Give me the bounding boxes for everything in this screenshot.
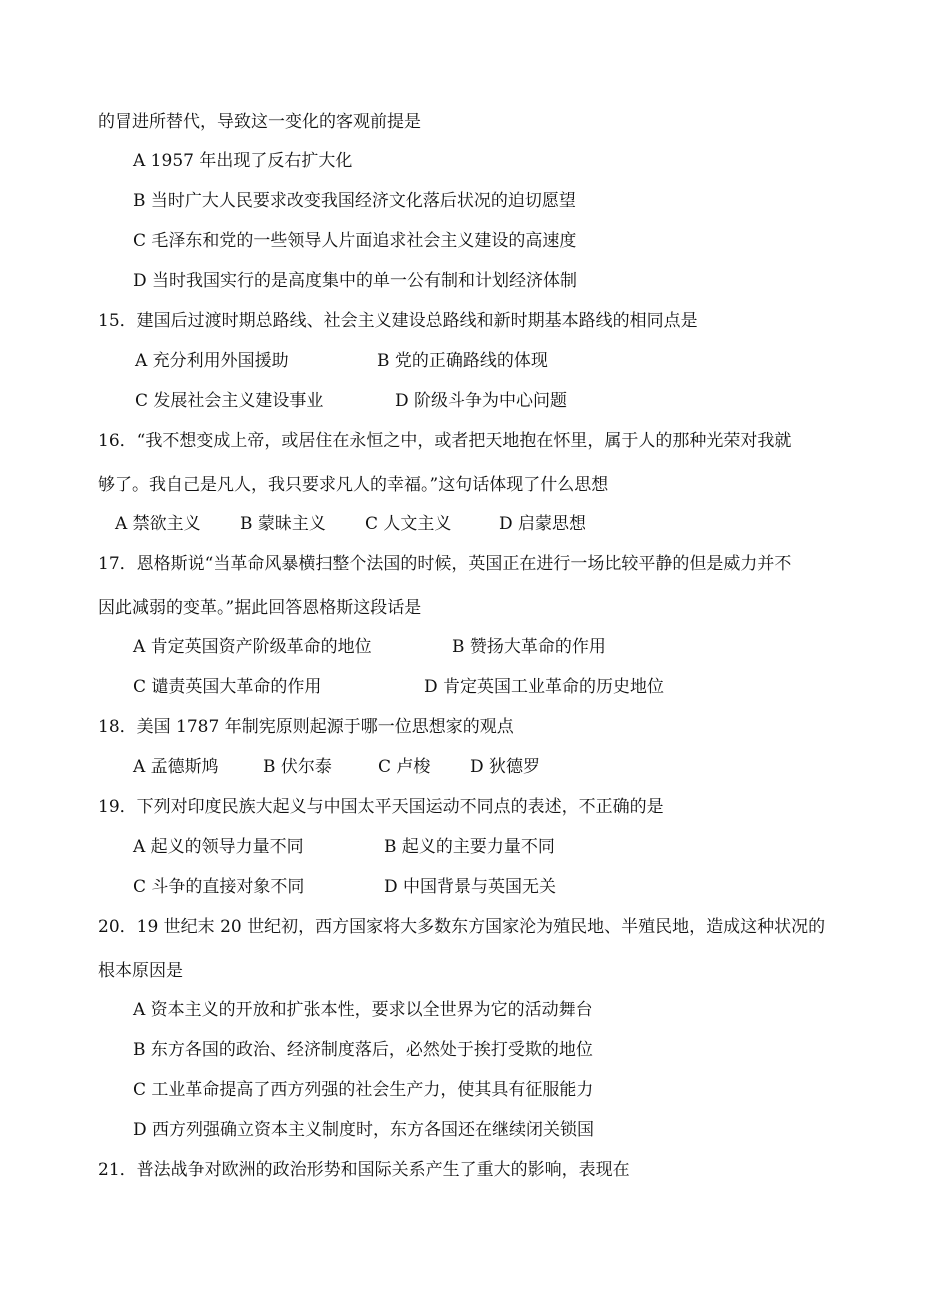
q19-stem: 19．下列对印度民族大起义与中国太平天国运动不同点的表述，不正确的是 — [98, 797, 664, 817]
q16-option-a: A 禁欲主义 — [115, 514, 201, 534]
q14-option-b: B 当时广大人民要求改变我国经济文化落后状况的迫切愿望 — [133, 191, 576, 211]
q14-continuation: 的冒进所替代，导致这一变化的客观前提是 — [98, 112, 421, 132]
q15-option-d: D 阶级斗争为中心问题 — [395, 391, 568, 411]
q20-option-d: D 西方列强确立资本主义制度时，东方各国还在继续闭关锁国 — [133, 1120, 595, 1140]
q19-option-b: B 起义的主要力量不同 — [384, 837, 555, 857]
q16-option-b: B 蒙昧主义 — [240, 514, 326, 534]
q17-stem-line1: 17．恩格斯说“当革命风暴横扫整个法国的时候，英国正在进行一场比较平静的但是威力并不 — [98, 554, 792, 574]
q15-option-b: B 党的正确路线的体现 — [377, 351, 548, 371]
q16-stem-line1: 16．“我不想变成上帝，或居住在永恒之中，或者把天地抱在怀里，属于人的那种光荣对我就 — [98, 431, 792, 451]
q15-option-c: C 发展社会主义建设事业 — [135, 391, 324, 411]
q18-option-a: A 孟德斯鸠 — [133, 757, 219, 777]
q19-option-a: A 起义的领导力量不同 — [133, 837, 304, 857]
q17-option-a: A 肯定英国资产阶级革命的地位 — [133, 637, 372, 657]
q14-option-a: A 1957 年出现了反右扩大化 — [133, 151, 353, 171]
q20-option-a: A 资本主义的开放和扩张本性，要求以全世界为它的活动舞台 — [133, 1000, 593, 1020]
q14-option-c: C 毛泽东和党的一些领导人片面追求社会主义建设的高速度 — [133, 231, 577, 251]
q14-option-d: D 当时我国实行的是高度集中的单一公有制和计划经济体制 — [133, 271, 578, 291]
q15-stem: 15．建国后过渡时期总路线、社会主义建设总路线和新时期基本路线的相同点是 — [98, 311, 698, 331]
q17-option-d: D 肯定英国工业革命的历史地位 — [424, 677, 665, 697]
q15-option-a: A 充分利用外国援助 — [135, 351, 289, 371]
q20-stem-line2: 根本原因是 — [98, 961, 183, 981]
q17-option-c: C 谴责英国大革命的作用 — [133, 677, 322, 697]
q19-option-c: C 斗争的直接对象不同 — [133, 877, 305, 897]
q18-option-c: C 卢梭 — [378, 757, 431, 777]
q18-stem: 18．美国 1787 年制宪原则起源于哪一位思想家的观点 — [98, 717, 514, 737]
q18-option-d: D 狄德罗 — [470, 757, 541, 777]
q17-option-b: B 赞扬大革命的作用 — [452, 637, 606, 657]
q20-stem-line1: 20．19 世纪末 20 世纪初，西方国家将大多数东方国家沦为殖民地、半殖民地，造成这种状况的 — [98, 917, 826, 937]
q16-option-d: D 启蒙思想 — [499, 514, 587, 534]
q16-option-c: C 人文主义 — [365, 514, 452, 534]
q18-option-b: B 伏尔泰 — [263, 757, 332, 777]
q20-option-b: B 东方各国的政治、经济制度落后，必然处于挨打受欺的地位 — [133, 1040, 593, 1060]
q16-stem-line2: 够了。我自己是凡人，我只要求凡人的幸福。”这句话体现了什么思想 — [98, 475, 609, 495]
q20-option-c: C 工业革命提高了西方列强的社会生产力，使其具有征服能力 — [133, 1080, 594, 1100]
q21-stem: 21．普法战争对欧洲的政治形势和国际关系产生了重大的影响，表现在 — [98, 1160, 630, 1180]
q19-option-d: D 中国背景与英国无关 — [384, 877, 557, 897]
q17-stem-line2: 因此减弱的变革。”据此回答恩格斯这段话是 — [98, 598, 422, 618]
